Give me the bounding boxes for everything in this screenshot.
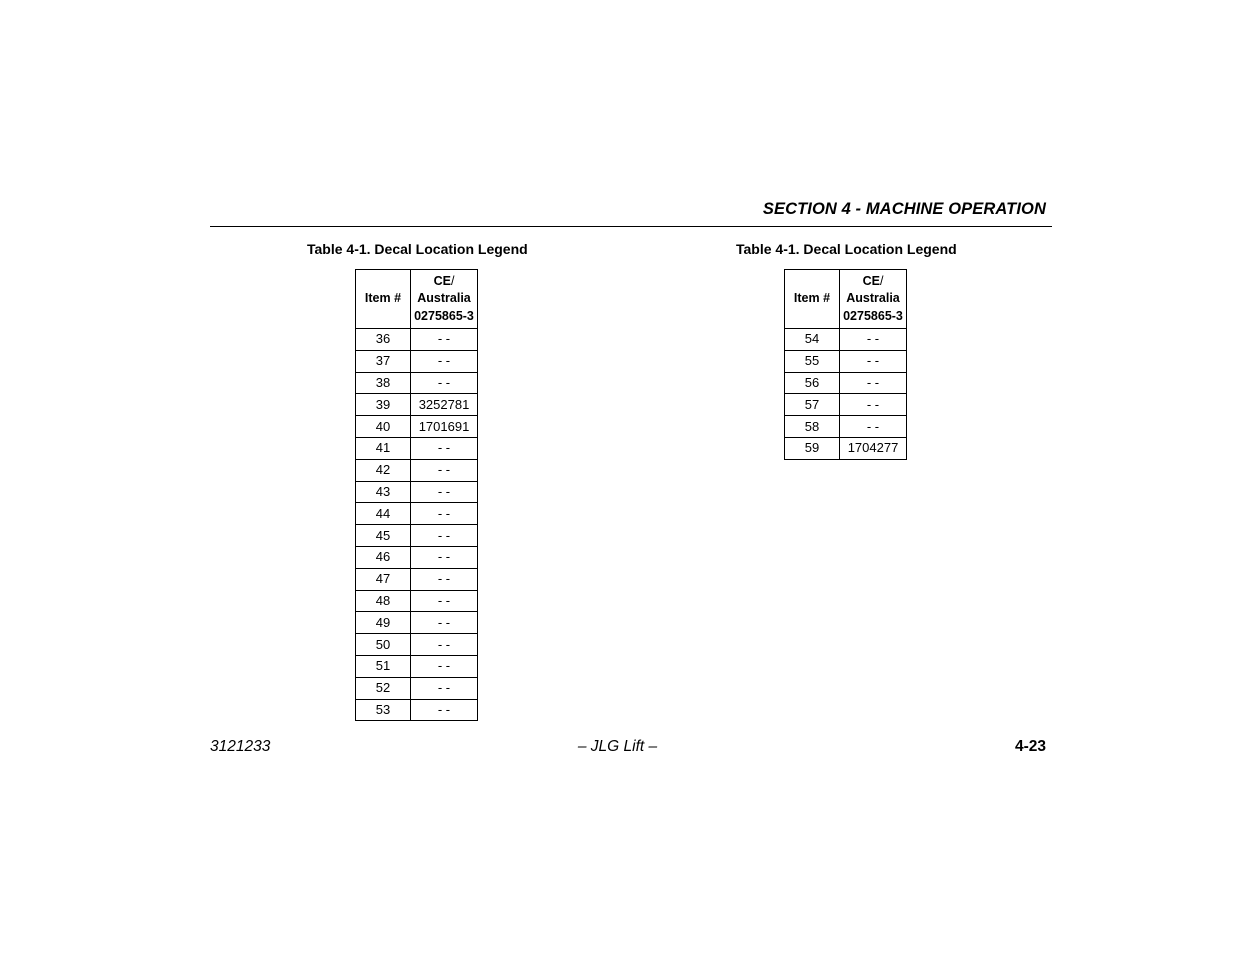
decal-part-cell: - - — [411, 568, 478, 590]
table-row — [356, 699, 478, 721]
australia-label: Australia — [846, 291, 900, 306]
item-number-cell: 55 — [785, 350, 840, 372]
section-title: SECTION 4 - MACHINE OPERATION — [762, 200, 1046, 218]
decal-part-cell: - - — [840, 416, 907, 438]
table-row — [356, 525, 478, 547]
table-row — [356, 481, 478, 503]
column-header-item: Item # — [356, 270, 411, 329]
decal-part-cell: - - — [840, 329, 907, 351]
decal-part-cell: - - — [411, 590, 478, 612]
column-header-ce-australia — [411, 270, 478, 329]
decal-legend-table-right — [784, 269, 907, 460]
table-row — [785, 394, 907, 416]
item-number-cell: 47 — [356, 568, 411, 590]
decal-part-cell: - - — [411, 699, 478, 721]
decal-part-cell: - - — [411, 350, 478, 372]
item-number-cell: 42 — [356, 459, 411, 481]
table-header-row — [356, 270, 478, 329]
decal-part-cell: - - — [411, 655, 478, 677]
table-row — [356, 437, 478, 459]
item-number-cell: 51 — [356, 655, 411, 677]
table-row — [356, 590, 478, 612]
table-row — [785, 416, 907, 438]
table-title-right: Table 4-1. Decal Location Legend — [736, 241, 957, 257]
header-divider — [210, 226, 1052, 227]
decal-part-cell: - - — [411, 677, 478, 699]
ce-label: CE — [433, 273, 451, 288]
item-number-cell: 41 — [356, 437, 411, 459]
item-number-cell: 38 — [356, 372, 411, 394]
item-number-cell: 49 — [356, 612, 411, 634]
item-number-cell: 54 — [785, 329, 840, 351]
decal-part-cell: - - — [411, 612, 478, 634]
decal-part-cell: - - — [840, 350, 907, 372]
item-number-cell: 45 — [356, 525, 411, 547]
table-row — [785, 372, 907, 394]
table-row — [356, 612, 478, 634]
column-header-item: Item # — [785, 270, 840, 329]
item-number-cell: 43 — [356, 481, 411, 503]
decal-part-cell: 1701691 — [411, 416, 478, 438]
decal-part-cell: - - — [411, 459, 478, 481]
table-row — [785, 350, 907, 372]
ce-label: CE — [862, 273, 880, 288]
ce-separator: / — [450, 273, 455, 288]
item-number-cell: 58 — [785, 416, 840, 438]
table-row — [356, 503, 478, 525]
decal-part-cell: - - — [411, 329, 478, 351]
ce-separator: / — [879, 273, 884, 288]
decal-part-cell: - - — [411, 503, 478, 525]
item-number-cell: 59 — [785, 437, 840, 459]
column-header-ce-australia — [840, 270, 907, 329]
decal-part-cell: - - — [840, 394, 907, 416]
table-header-row — [785, 270, 907, 329]
table-title-left: Table 4-1. Decal Location Legend — [307, 241, 528, 257]
table-row — [356, 350, 478, 372]
ce-part-number: 0275865-3 — [843, 308, 903, 323]
decal-part-cell: - - — [411, 372, 478, 394]
item-number-cell: 52 — [356, 677, 411, 699]
decal-part-cell: - - — [411, 525, 478, 547]
item-number-cell: 53 — [356, 699, 411, 721]
item-number-cell: 48 — [356, 590, 411, 612]
table-row — [356, 677, 478, 699]
table-row — [356, 634, 478, 656]
item-number-cell: 57 — [785, 394, 840, 416]
decal-part-cell: - - — [411, 546, 478, 568]
document-number: 3121233 — [210, 738, 271, 755]
item-number-cell: 36 — [356, 329, 411, 351]
item-number-cell: 50 — [356, 634, 411, 656]
table-row — [356, 329, 478, 351]
item-number-cell: 40 — [356, 416, 411, 438]
item-number-cell: 39 — [356, 394, 411, 416]
table-row — [785, 329, 907, 351]
item-number-cell: 37 — [356, 350, 411, 372]
decal-part-cell: - - — [411, 481, 478, 503]
table-row — [356, 394, 478, 416]
table-row — [356, 372, 478, 394]
decal-part-cell: 3252781 — [411, 394, 478, 416]
decal-part-cell: - - — [411, 634, 478, 656]
item-number-cell: 56 — [785, 372, 840, 394]
table-row — [356, 459, 478, 481]
table-row — [356, 568, 478, 590]
item-number-cell: 46 — [356, 546, 411, 568]
decal-part-cell: - - — [411, 437, 478, 459]
page-number: 4-23 — [1014, 738, 1046, 755]
decal-part-cell: 1704277 — [840, 437, 907, 459]
footer-brand: – JLG Lift – — [577, 738, 658, 755]
table-row — [356, 416, 478, 438]
table-row — [785, 437, 907, 459]
table-row — [356, 546, 478, 568]
decal-part-cell: - - — [840, 372, 907, 394]
australia-label: Australia — [417, 291, 471, 306]
ce-part-number: 0275865-3 — [414, 308, 474, 323]
item-number-cell: 44 — [356, 503, 411, 525]
decal-legend-table-left — [355, 269, 478, 721]
table-row — [356, 655, 478, 677]
